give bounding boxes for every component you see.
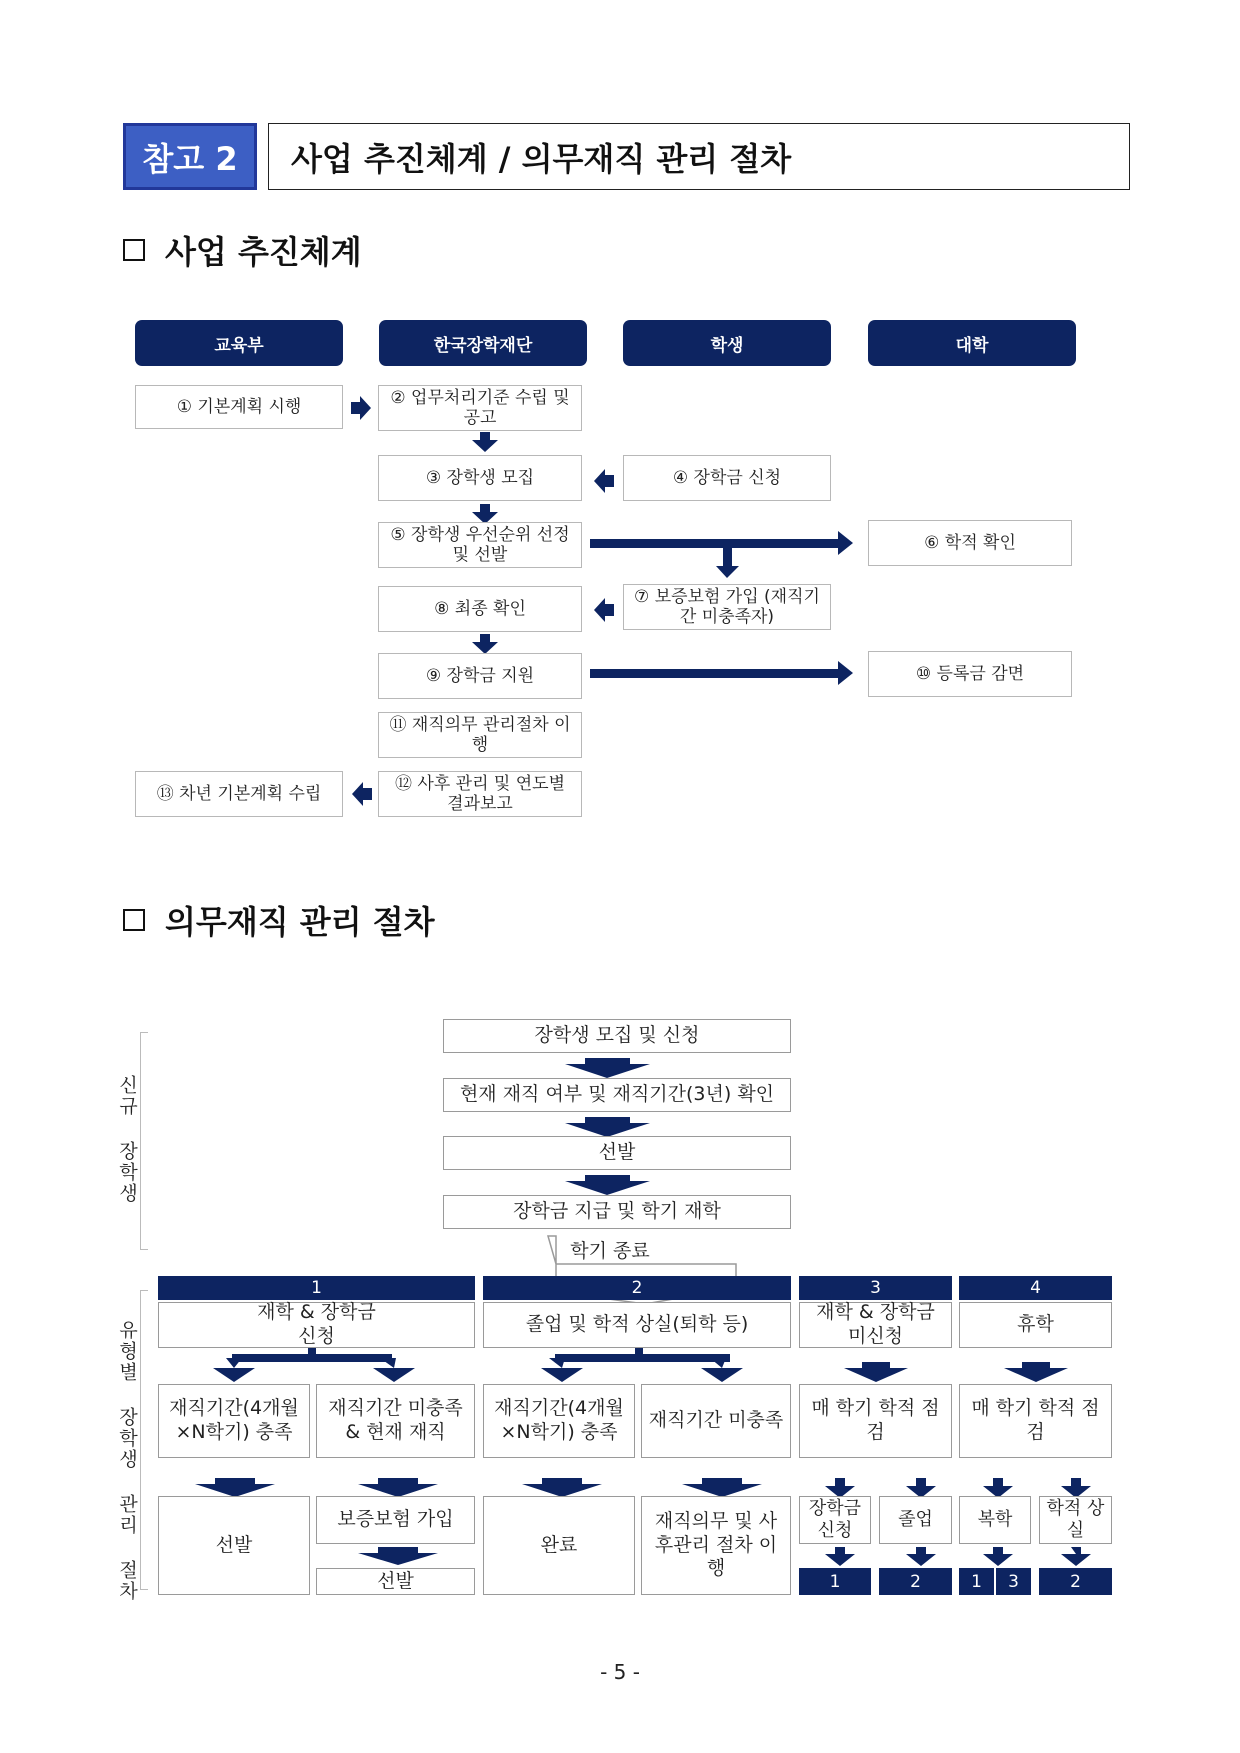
step-3: ③ 장학생 모집 (378, 455, 582, 501)
type2-complete: 완료 (483, 1496, 635, 1595)
step-13: ⑬ 차년 기본계획 수립 (135, 771, 343, 817)
type1-condition-unmet: 재직기간 미충족 & 현재 재직 (316, 1384, 475, 1458)
type-2-bar: 2 (483, 1276, 791, 1300)
type3-apply: 장학금 신청 (799, 1496, 871, 1544)
header-foundation: 한국장학재단 (379, 320, 587, 366)
step-11: ⑪ 재직의무 관리절차 이행 (378, 712, 582, 758)
label-type-procedure: 유형별 장학생 관리 절차 (116, 1320, 138, 1602)
type-4-label: 휴학 (959, 1302, 1112, 1348)
flow-step-1: 장학생 모집 및 신청 (443, 1019, 791, 1053)
type4-lost-status: 학적 상실 (1039, 1496, 1112, 1544)
type1-condition-met: 재직기간(4개월 ×N학기) 충족 (158, 1384, 310, 1458)
outcome-type3-apply: 1 (799, 1568, 871, 1595)
type-1-label: 재학 & 장학금 신청 (158, 1302, 475, 1348)
step-9: ⑨ 장학금 지원 (378, 653, 582, 699)
type2-duty-procedure: 재직의무 및 사후관리 절차 이행 (641, 1496, 791, 1595)
step-2: ② 업무처리기준 수립 및 공고 (378, 385, 582, 431)
reference-tag: 참고 2 (123, 123, 257, 190)
type1-select: 선발 (158, 1496, 310, 1595)
header-student: 학생 (623, 320, 831, 366)
outcome-type3-graduate: 2 (879, 1568, 952, 1595)
flow-step-3: 선발 (443, 1136, 791, 1170)
semester-end-label: 학기 종료 (570, 1240, 650, 1262)
type2-condition-unmet: 재직기간 미충족 (641, 1384, 791, 1458)
type4-semester-check: 매 학기 학적 점검 (959, 1384, 1112, 1458)
step-8: ⑧ 최종 확인 (378, 586, 582, 632)
type-3-label: 재학 & 장학금 미신청 (799, 1302, 952, 1348)
page-number: - 5 - (600, 1660, 640, 1684)
step-12: ⑫ 사후 관리 및 연도별 결과보고 (378, 771, 582, 817)
header-university: 대학 (868, 320, 1076, 366)
step-4: ④ 장학금 신청 (623, 455, 831, 501)
type4-return: 복학 (959, 1496, 1031, 1544)
outcome-type4-return-a: 1 (959, 1568, 994, 1595)
step-7: ⑦ 보증보험 가입 (재직기간 미충족자) (623, 584, 831, 630)
reference-title: 사업 추진체계 / 의무재직 관리 절차 (268, 123, 1130, 190)
type1-insurance-select: 선발 (316, 1568, 475, 1595)
type2-condition-met: 재직기간(4개월 ×N학기) 충족 (483, 1384, 635, 1458)
type3-semester-check: 매 학기 학적 점검 (799, 1384, 952, 1458)
section1-heading-text: 사업 추진체계 (165, 233, 362, 271)
step-6: ⑥ 학적 확인 (868, 520, 1072, 566)
type-2-label: 졸업 및 학적 상실(퇴학 등) (483, 1302, 791, 1348)
type-4-bar: 4 (959, 1276, 1112, 1300)
type1-insurance: 보증보험 가입 (316, 1496, 475, 1544)
outcome-type4-return-b: 3 (996, 1568, 1031, 1595)
section2-heading-text: 의무재직 관리 절차 (165, 903, 435, 941)
step-10: ⑩ 등록금 감면 (868, 651, 1072, 697)
type-3-bar: 3 (799, 1276, 952, 1300)
step-5: ⑤ 장학생 우선순위 선정 및 선발 (378, 522, 582, 568)
label-new-students: 신규 장학생 (116, 1075, 138, 1204)
outcome-type4-lost: 2 (1039, 1568, 1112, 1595)
type3-graduate: 졸업 (879, 1496, 952, 1544)
flow-step-2: 현재 재직 여부 및 재직기간(3년) 확인 (443, 1078, 791, 1112)
flow-step-4: 장학금 지급 및 학기 재학 (443, 1195, 791, 1229)
step-1: ① 기본계획 시행 (135, 385, 343, 429)
type-1-bar: 1 (158, 1276, 475, 1300)
header-ministry: 교육부 (135, 320, 343, 366)
